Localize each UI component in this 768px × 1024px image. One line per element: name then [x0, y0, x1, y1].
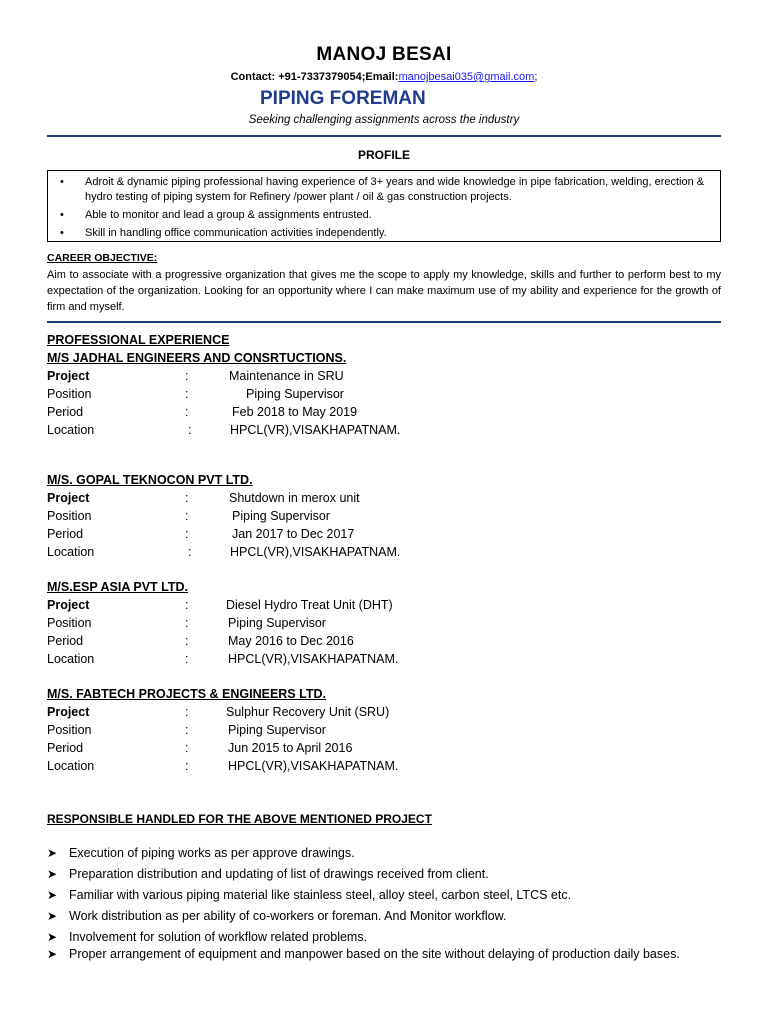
- detail-row-project: [47, 489, 721, 507]
- row-label: Period: [47, 405, 84, 419]
- contact-suffix: ;: [534, 71, 538, 83]
- company-block: [47, 578, 721, 668]
- row-colon: :: [185, 616, 189, 630]
- profile-heading: PROFILE: [357, 148, 410, 162]
- candidate-name: MANOJ BESAI: [316, 44, 452, 65]
- company-name: M/S JADHAL ENGINEERS AND CONSRTUCTIONS.: [47, 351, 347, 365]
- company-name: M/S. GOPAL TEKNOCON PVT LTD.: [47, 473, 253, 487]
- detail-row-period: [47, 403, 721, 421]
- detail-row-period: [47, 525, 721, 543]
- row-label: Location: [47, 652, 95, 666]
- row-value: Jun 2015 to April 2016: [228, 741, 353, 755]
- row-colon: :: [185, 759, 189, 773]
- row-label: Location: [47, 759, 95, 773]
- row-label: Period: [47, 634, 84, 648]
- contact-line: [0, 71, 768, 83]
- company-name: M/S. FABTECH PROJECTS & ENGINEERS LTD.: [47, 687, 326, 701]
- arrow-bullet-icon: ➤: [47, 947, 58, 961]
- career-objective-heading: CAREER OBJECTIVE:: [47, 252, 158, 264]
- responsibility-text: Execution of piping works as per approve drawings.: [69, 846, 355, 860]
- detail-row-project: [47, 367, 721, 385]
- row-value: Piping Supervisor: [228, 616, 326, 630]
- experience-heading: PROFESSIONAL EXPERIENCE: [47, 333, 230, 347]
- responsibility-text: Preparation distribution and updating of list of drawings received from client.: [69, 867, 489, 881]
- responsibility-item: [47, 887, 721, 904]
- row-colon: :: [185, 387, 189, 401]
- profile-item: • Adroit & dynamic piping professional having experience of 3+ years and wide knowledge in pipe fabrication, welding, erection & hydro testing of piping system for Refinery /power plant / oil & gas construction projects.: [70, 175, 712, 205]
- responsibility-text: Proper arrangement of equipment and manpower based on the site without delaying of production daily bases.: [69, 947, 680, 961]
- row-value: Piping Supervisor: [232, 509, 330, 523]
- row-label: Project: [47, 369, 90, 383]
- responsibility-item: [47, 845, 721, 862]
- row-value: Piping Supervisor: [246, 387, 344, 401]
- detail-row-project: [47, 703, 721, 721]
- arrow-bullet-icon: ➤: [47, 846, 58, 860]
- responsibility-text: Work distribution as per ability of co-workers or foreman. And Monitor workflow.: [69, 909, 507, 923]
- row-label: Position: [47, 616, 92, 630]
- detail-row-location: [47, 650, 721, 668]
- contact-label: Contact: +91-7337379054;Email:: [230, 71, 399, 83]
- responsibility-item: [47, 929, 721, 946]
- row-colon: :: [185, 509, 189, 523]
- row-label: Position: [47, 387, 92, 401]
- row-colon: :: [185, 741, 189, 755]
- detail-row-period: [47, 632, 721, 650]
- company-block: [47, 471, 721, 561]
- profile-item: • Able to monitor and lead a group & assignments entrusted.: [70, 208, 712, 223]
- company-block: [47, 349, 721, 439]
- detail-row-project: [47, 596, 721, 614]
- company-block: [47, 685, 721, 775]
- row-label: Position: [47, 509, 92, 523]
- section-divider: [47, 321, 721, 323]
- detail-row-position: [47, 721, 721, 739]
- arrow-bullet-icon: ➤: [47, 909, 58, 923]
- row-colon: :: [188, 545, 192, 559]
- row-colon: :: [185, 405, 189, 419]
- row-label: Period: [47, 527, 84, 541]
- row-value: May 2016 to Dec 2016: [228, 634, 354, 648]
- row-colon: :: [185, 723, 189, 737]
- row-value: Diesel Hydro Treat Unit (DHT): [226, 598, 393, 612]
- tagline: Seeking challenging assignments across the industry: [248, 114, 520, 126]
- row-label: Project: [47, 598, 90, 612]
- detail-row-location: [47, 543, 721, 561]
- row-value: Piping Supervisor: [228, 723, 326, 737]
- detail-row-position: [47, 507, 721, 525]
- row-label: Period: [47, 741, 84, 755]
- arrow-bullet-icon: ➤: [47, 867, 58, 881]
- row-colon: :: [185, 491, 189, 505]
- responsibility-text: Involvement for solution of workflow related problems.: [69, 930, 368, 944]
- responsibilities-heading: RESPONSIBLE HANDLED FOR THE ABOVE MENTIONED PROJECT: [47, 812, 432, 826]
- row-colon: :: [185, 634, 189, 648]
- job-role-title: PIPING FOREMAN: [260, 88, 426, 109]
- arrow-bullet-icon: ➤: [47, 930, 58, 944]
- responsibility-text: Familiar with various piping material like stainless steel, alloy steel, carbon steel, LTCS etc.: [69, 888, 572, 902]
- company-name: M/S.ESP ASIA PVT LTD.: [47, 580, 188, 594]
- profile-item: • Skill in handling office communication activities independently.: [70, 226, 712, 241]
- row-colon: :: [185, 705, 189, 719]
- row-colon: :: [185, 527, 189, 541]
- profile-box: [47, 170, 721, 242]
- detail-row-period: [47, 739, 721, 757]
- row-value: HPCL(VR),VISAKHAPATNAM.: [228, 759, 399, 773]
- responsibility-item: [47, 866, 721, 883]
- header-divider: [47, 135, 721, 137]
- row-label: Location: [47, 423, 95, 437]
- row-colon: :: [185, 598, 189, 612]
- arrow-bullet-icon: ➤: [47, 888, 58, 902]
- row-colon: :: [185, 369, 189, 383]
- row-label: Position: [47, 723, 92, 737]
- row-value: HPCL(VR),VISAKHAPATNAM.: [230, 423, 401, 437]
- row-value: Sulphur Recovery Unit (SRU): [226, 705, 390, 719]
- responsibility-item: [47, 946, 721, 963]
- row-value: HPCL(VR),VISAKHAPATNAM.: [230, 545, 401, 559]
- row-label: Project: [47, 491, 90, 505]
- responsibilities-list: [47, 845, 721, 967]
- career-objective-text: Aim to associate with a progressive organization that gives me the scope to apply my knowledge, skills and further to perform best to my expectation of the organization. Looking for an opportunity where I can make maximum use of my ability and experience for the growth of firm and myself.: [47, 269, 721, 313]
- detail-row-location: [47, 421, 721, 439]
- row-value: Shutdown in merox unit: [229, 491, 360, 505]
- responsibility-item: [47, 908, 721, 925]
- email-link[interactable]: manojbesai035@gmail.com: [398, 71, 535, 83]
- row-label: Project: [47, 705, 90, 719]
- row-value: Jan 2017 to Dec 2017: [232, 527, 355, 541]
- detail-row-position: [47, 385, 721, 403]
- detail-row-position: [47, 614, 721, 632]
- row-value: HPCL(VR),VISAKHAPATNAM.: [228, 652, 399, 666]
- row-colon: :: [185, 652, 189, 666]
- row-value: Feb 2018 to May 2019: [232, 405, 358, 419]
- row-value: Maintenance in SRU: [229, 369, 344, 383]
- detail-row-location: [47, 757, 721, 775]
- row-colon: :: [188, 423, 192, 437]
- profile-list: [48, 171, 720, 241]
- row-label: Location: [47, 545, 95, 559]
